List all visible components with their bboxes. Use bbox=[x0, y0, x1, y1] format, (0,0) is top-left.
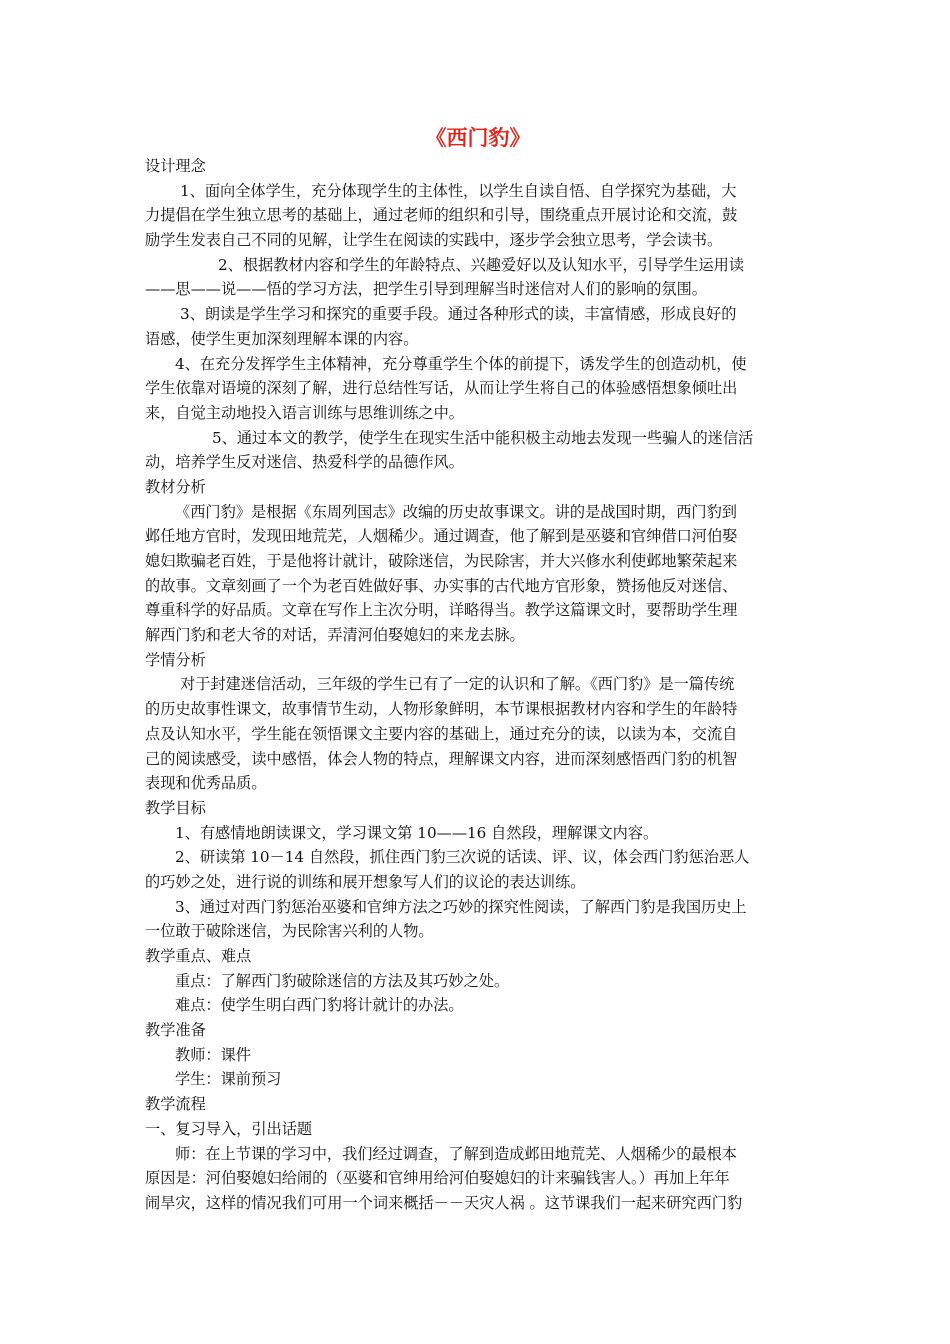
text-line: 设计理念 bbox=[145, 157, 206, 175]
text-line: 2、研读第 10－14 自然段，抓住西门豹三次说的话读、评、议，体会西门豹惩治恶人 bbox=[175, 848, 750, 867]
text-line: 闹旱灾，这样的情况我们可用一个词来概括－－天灾人祸 。这节课我们一起来研究西门豹 bbox=[145, 1193, 743, 1212]
text-line: 难点：使学生明白西门豹将计就计的办法。 bbox=[175, 996, 464, 1015]
text-line: 教学流程 bbox=[145, 1095, 206, 1114]
text-line: 的历史故事性课文，故事情节生动，人物形象鲜明，本节课根据教材内容和学生的年龄特 bbox=[145, 700, 738, 719]
text-line: 4、在充分发挥学生主体精神，充分尊重学生个体的前提下，诱发学生的创造动机，使 bbox=[175, 354, 747, 373]
text-line: 励学生发表自己不同的见解，让学生在阅读的实践中，逐步学会独立思考，学会读书。 bbox=[145, 231, 723, 250]
text-line: 媳妇欺骗老百姓，于是他将计就计，破除迷信，为民除害，并大兴修水利使邺地繁荣起来 bbox=[145, 552, 738, 570]
text-line: 来，自觉主动地投入语言训练与思维训练之中。 bbox=[145, 403, 464, 422]
text-line: 语感，使学生更加深刻理解本课的内容。 bbox=[145, 329, 419, 348]
document-body bbox=[145, 154, 811, 1216]
text-line: 《西门豹》是根据《东周列国志》改编的历史故事课文。讲的是战国时期，西门豹到 bbox=[175, 502, 737, 521]
text-line: 的故事。文章刻画了一个为老百姓做好事、办实事的古代地方官形象，赞扬他反对迷信、 bbox=[145, 576, 738, 595]
text-line: 教学重点、难点 bbox=[145, 947, 252, 965]
text-line: 学生：课前预习 bbox=[175, 1070, 282, 1089]
text-line: 教师：课件 bbox=[175, 1045, 251, 1064]
text-line: 一、复习导入，引出话题 bbox=[145, 1119, 313, 1138]
text-line: 原因是：河伯娶媳妇给闹的（巫婆和官绅用给河伯娶媳妇的计来骗钱害人。）再加上年年 bbox=[145, 1169, 730, 1188]
document-page bbox=[145, 122, 811, 1216]
text-line: 表现和优秀品质。 bbox=[145, 774, 267, 793]
text-line: ——思——说——悟的学习方法，把学生引导到理解当时迷信对人们的影响的氛围。 bbox=[145, 280, 707, 299]
text-line: 己的阅读感受，读中感悟，体会人物的特点，理解课文内容，进而深刻感悟西门豹的机智 bbox=[145, 749, 738, 768]
text-line: 3、朗读是学生学习和探究的重要手段。通过各种形式的读，丰富情感，形成良好的 bbox=[180, 305, 737, 324]
text-line: 学生依靠对语境的深刻了解，进行总结性写话，从而让学生将自己的体验感悟想象倾吐出 bbox=[145, 379, 738, 398]
text-line: 1、面向全体学生，充分体现学生的主体性，以学生自读自悟、自学探究为基础，大 bbox=[180, 181, 737, 200]
text-line: 2、根据教材内容和学生的年龄特点、兴趣爱好以及认知水平，引导学生运用读 bbox=[218, 255, 745, 274]
text-line: 重点：了解西门豹破除迷信的方法及其巧妙之处。 bbox=[175, 971, 510, 990]
text-line: 教学准备 bbox=[145, 1021, 206, 1040]
text-line: 学情分析 bbox=[145, 650, 206, 669]
text-line: 5、通过本文的教学，使学生在现实生活中能积极主动地去发现一些骗人的迷信活 bbox=[212, 428, 754, 447]
text-line: 点及认知水平，学生能在领悟课文主要内容的基础上，通过充分的读，以读为本，交流自 bbox=[145, 724, 738, 743]
text-line: 教材分析 bbox=[145, 477, 206, 496]
text-line: 的巧妙之处，进行说的训练和展开想象写人们的议论的表达训练。 bbox=[145, 872, 586, 891]
text-line: 解西门豹和老大爷的对话，弄清河伯娶媳妇的来龙去脉。 bbox=[145, 626, 525, 645]
text-line: 力提倡在学生独立思考的基础上，通过老师的组织和引导，围绕重点开展讨论和交流，鼓 bbox=[145, 206, 738, 225]
document-title: 《西门豹》 bbox=[425, 125, 531, 150]
text-line: 师：在上节课的学习中，我们经过调查，了解到造成邺田地荒芜、人烟稀少的最根本 bbox=[175, 1144, 737, 1163]
text-line: 1、有感情地朗读课文，学习课文第 10——16 自然段，理解课文内容。 bbox=[175, 823, 659, 842]
text-line: 一位敢于破除迷信，为民除害兴利的人物。 bbox=[145, 922, 434, 941]
text-line: 3、通过对西门豹惩治巫婆和官绅方法之巧妙的探究性阅读，了解西门豹是我国历史上 bbox=[175, 897, 747, 916]
text-line: 对于封建迷信活动，三年级的学生已有了一定的认识和了解。《西门豹》是一篇传统 bbox=[180, 675, 735, 694]
text-line: 尊重科学的好品质。文章在写作上主次分明，详略得当。教学这篇课文时，要帮助学生理 bbox=[145, 601, 738, 620]
text-line: 邺任地方官时，发现田地荒芜，人烟稀少。通过调查，他了解到是巫婆和官绅借口河伯娶 bbox=[145, 527, 738, 546]
text-line: 教学目标 bbox=[145, 798, 206, 817]
text-line: 动，培养学生反对迷信、热爱科学的品德作风。 bbox=[145, 453, 464, 472]
